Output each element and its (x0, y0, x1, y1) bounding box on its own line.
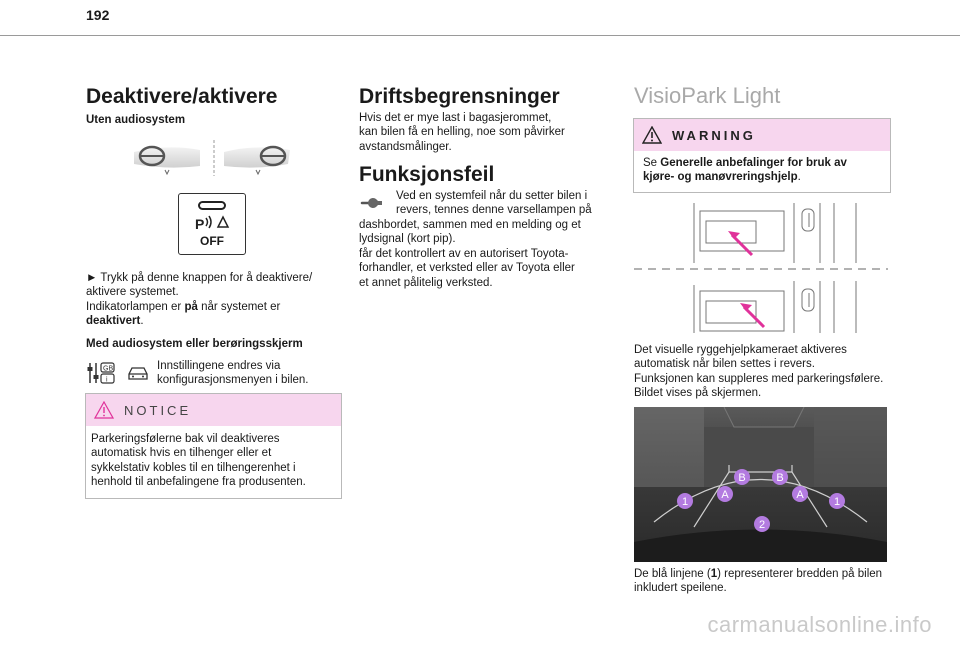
notice-line: Parkeringsfølerne bak vil deaktiveres (91, 433, 280, 445)
icon-description (157, 359, 309, 388)
settings-sliders-icon (86, 361, 116, 385)
fault-line: lydsignal (kort pip). (359, 233, 456, 246)
camera-description-line: Funksjonen kan suppleres med parkeringsfølere. (634, 372, 884, 385)
text-run-bold: på (184, 300, 198, 313)
instruction-line: ► Trykk på denne knappen for å deaktivere/ (86, 272, 313, 284)
col3-heading-wrap (634, 83, 780, 109)
instruction-line: aktivere systemet. (86, 286, 179, 299)
off-label: OFF (200, 234, 224, 248)
steering-wheel-icon (224, 147, 290, 174)
steering-wheel-icon (134, 147, 200, 174)
footnote-line: inkludert speilene. (634, 582, 727, 595)
svg-text:P: P (195, 216, 205, 232)
marker-label-2: 2 (758, 519, 766, 531)
page-number: 192 (86, 7, 110, 23)
icon-description-line: Innstillingene endres via (157, 360, 281, 372)
fault-line: revers, tennes denne varsellampen på (396, 204, 592, 217)
camera-description (634, 343, 883, 401)
marker-label-1: 1 (681, 496, 689, 508)
instruction-line (86, 314, 348, 328)
fault-line: et annet pålitelig verksted. (359, 276, 493, 289)
warning-line (643, 156, 890, 170)
fault-line: forhandler, et verksted eller av Toyota eller (359, 262, 575, 275)
col2-heading2-wrap (359, 163, 494, 187)
fault-indented-text (396, 189, 592, 218)
camera-description-line: Bildet vises på skjermen. (634, 387, 762, 400)
fault-line: Ved en systemfeil når du setter bilen i (396, 190, 588, 202)
limitations-line: kan bilen få en helling, noe som påvirker (359, 126, 565, 139)
text-run: . (797, 171, 801, 184)
text-run-bold: 1 (710, 568, 718, 580)
text-run-bold: Generelle anbefalinger for bruk av (660, 157, 847, 169)
steering-wheels-illustration (128, 140, 296, 176)
camera-description-line: automatisk når bilen settes i revers. (634, 358, 815, 371)
warning-title: WARNING (672, 127, 756, 143)
notice-line: automatisk hvis en tilhenger eller et (91, 447, 272, 460)
warning-header (634, 119, 890, 151)
warning-triangle-icon (94, 401, 114, 419)
warning-box (633, 118, 891, 193)
text-run: når systemet er (197, 300, 281, 313)
fault-line: dashbordet, sammen med en melding og et (359, 219, 581, 231)
header-divider (0, 35, 960, 36)
footnote-line (634, 567, 882, 581)
camera-screen-image (634, 407, 887, 562)
subheading-no-audio: Uten audiosystem (86, 114, 186, 126)
col2-heading: Driftsbegrensninger (359, 85, 560, 108)
marker-label-b: B (738, 472, 746, 484)
fault-line: får det kontrollert av en autorisert Toyota- (359, 247, 569, 260)
col1-heading: Deaktivere/aktivere (86, 85, 278, 108)
marker-label-a: A (721, 489, 729, 501)
col2-heading-wrap (359, 85, 560, 109)
notice-line: henhold til anbefalingene fra produsenten. (91, 476, 306, 489)
fault-text (359, 218, 581, 290)
text-run: Indikatorlampen er (86, 300, 185, 313)
notice-header (86, 394, 341, 426)
subheading-with-audio: Med audiosystem eller berøringsskjerm (86, 338, 303, 350)
park-sensor-off-icon (187, 199, 237, 239)
fault-heading: Funksjonsfeil (359, 163, 495, 186)
text-run-bold: deaktivert (86, 315, 141, 328)
text-run-bold: kjøre- og manøvreringshjelp (643, 171, 798, 184)
limitations-text (359, 111, 565, 154)
car-icon (126, 364, 150, 382)
park-sensor-off-button[interactable] (178, 193, 246, 255)
wrench-icon (360, 196, 386, 210)
notice-body (86, 426, 341, 490)
camera-description-line: Det visuelle ryggehjelpkameraet aktiveres (634, 344, 847, 356)
rear-camera-illustration (634, 203, 888, 333)
notice-line: sykkelstativ kobles til en tilhengerenhet i (91, 461, 296, 474)
marker-label-1: 1 (833, 496, 841, 508)
text-run: . (140, 315, 144, 328)
col1-heading-wrap (86, 85, 277, 109)
instruction-line (86, 300, 348, 314)
text-run: De blå linjene ( (634, 568, 711, 580)
watermark: carmanualsonline.info (707, 612, 932, 637)
camera-footnote (634, 567, 882, 596)
warning-body (634, 151, 890, 185)
svg-text:GB: GB (103, 365, 114, 373)
limitations-line: avstandsmålinger. (359, 140, 452, 153)
svg-text:i: i (106, 376, 108, 384)
marker-label-a: A (796, 489, 804, 501)
icon-description-line: konfigurasjonsmenyen i bilen. (157, 374, 309, 387)
text-run: Se (643, 157, 661, 169)
marker-label-b: B (776, 472, 784, 484)
warning-triangle-icon (642, 126, 662, 144)
warning-line (643, 170, 890, 184)
visiopark-heading: VisioPark Light (634, 83, 781, 108)
notice-title: NOTICE (124, 402, 192, 418)
text-run: ) representerer bredden på bilen (717, 568, 883, 580)
limitations-line: Hvis det er mye last i bagasjerommet, (359, 112, 552, 124)
deactivate-instruction (86, 271, 348, 329)
notice-box (85, 393, 342, 499)
